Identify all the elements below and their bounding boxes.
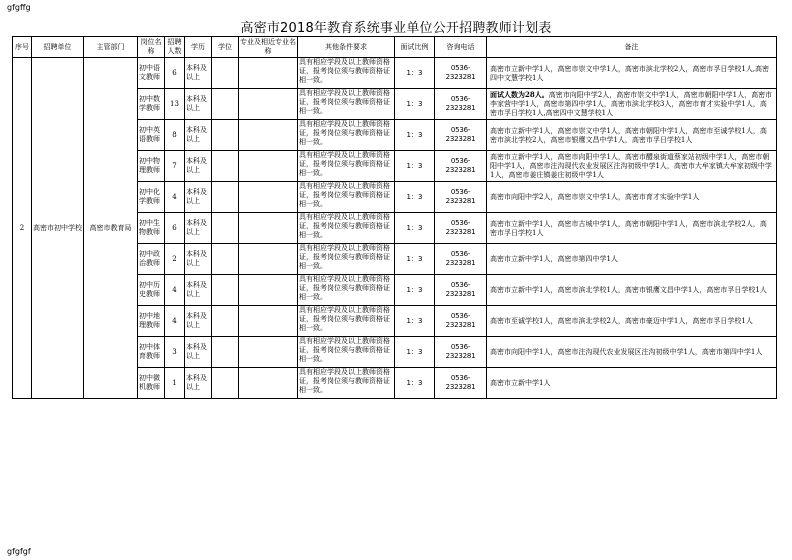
ratio-cell: 1：3 xyxy=(395,368,435,399)
header-unit: 招聘单位 xyxy=(32,37,84,58)
degree-cell xyxy=(212,337,239,368)
major-cell xyxy=(239,337,298,368)
header-position: 岗位名称 xyxy=(138,37,165,58)
position-cell: 初中政治教师 xyxy=(138,244,165,275)
remark-highlight: 面试人数为28人。 xyxy=(490,90,549,99)
conditions-text: 具有相应学段及以上教师资格证，报考岗位须与教师资格证相一致。 xyxy=(299,89,390,115)
position-cell: 初中物理教师 xyxy=(138,151,165,182)
position-cell: 初中化学教师 xyxy=(138,182,165,213)
conditions-cell xyxy=(298,182,395,213)
education-cell: 本科及以上 xyxy=(185,182,212,213)
header-seq: 序号 xyxy=(13,37,32,58)
education-cell: 本科及以上 xyxy=(185,151,212,182)
conditions-text: 具有相应学段及以上教师资格证，报考岗位须与教师资格证相一致。 xyxy=(299,151,390,177)
remark-text: 高密市向阳中学2人，高密市崇文中学1人，高密市育才实验中学1人 xyxy=(490,193,700,201)
count-cell: 1 xyxy=(165,368,185,399)
remark-cell xyxy=(487,182,777,213)
count-cell: 4 xyxy=(165,306,185,337)
ratio-cell: 1：3 xyxy=(395,306,435,337)
degree-cell xyxy=(212,368,239,399)
count-cell: 4 xyxy=(165,182,185,213)
education-cell: 本科及以上 xyxy=(185,58,212,89)
ratio-cell: 1：3 xyxy=(395,275,435,306)
remark-text: 高密市立新中学1人，高密市向阳中学1人，高密市醴泉街道蔡家站初级中学1人，高密市朝阳中学1人，高密市注沟现代农业发展区注沟初级中学1人，高密市大牟家镇大牟家初级中学1人，高密市姜庄镇姜庄初级中学1人 xyxy=(490,153,772,179)
conditions-cell xyxy=(298,368,395,399)
header-major: 专业及相近专业名称 xyxy=(239,37,298,58)
ratio-cell: 1：3 xyxy=(395,58,435,89)
unit-cell: 高密市初中学校 xyxy=(32,58,84,399)
conditions-cell xyxy=(298,120,395,151)
education-cell: 本科及以上 xyxy=(185,89,212,120)
major-cell xyxy=(239,182,298,213)
conditions-cell xyxy=(298,89,395,120)
position-cell: 初中地理教师 xyxy=(138,306,165,337)
conditions-text: 具有相应学段及以上教师资格证，报考岗位须与教师资格证相一致。 xyxy=(299,213,390,239)
phone-cell: 0536-2323281 xyxy=(435,182,487,213)
conditions-text: 具有相应学段及以上教师资格证，报考岗位须与教师资格证相一致。 xyxy=(299,120,390,146)
phone-cell: 0536-2323281 xyxy=(435,244,487,275)
count-cell: 2 xyxy=(165,244,185,275)
conditions-text: 具有相应学段及以上教师资格证，报考岗位须与教师资格证相一致。 xyxy=(299,244,390,270)
remark-cell xyxy=(487,275,777,306)
remark-cell xyxy=(487,120,777,151)
major-cell xyxy=(239,120,298,151)
education-cell: 本科及以上 xyxy=(185,337,212,368)
major-cell xyxy=(239,275,298,306)
ratio-cell: 1：3 xyxy=(395,337,435,368)
header-count: 招聘人数 xyxy=(165,37,185,58)
degree-cell xyxy=(212,213,239,244)
header-conditions: 其他条件要求 xyxy=(298,37,395,58)
major-cell xyxy=(239,368,298,399)
conditions-cell xyxy=(298,151,395,182)
remark-cell xyxy=(487,58,777,89)
conditions-text: 具有相应学段及以上教师资格证，报考岗位须与教师资格证相一致。 xyxy=(299,337,390,363)
header-phone: 咨询电话 xyxy=(435,37,487,58)
conditions-text: 具有相应学段及以上教师资格证，报考岗位须与教师资格证相一致。 xyxy=(299,306,390,332)
degree-cell xyxy=(212,306,239,337)
ratio-cell: 1：3 xyxy=(395,120,435,151)
degree-cell xyxy=(212,275,239,306)
phone-cell: 0536-2323281 xyxy=(435,151,487,182)
count-cell: 4 xyxy=(165,275,185,306)
position-cell: 初中体育教师 xyxy=(138,337,165,368)
education-cell: 本科及以上 xyxy=(185,120,212,151)
major-cell xyxy=(239,58,298,89)
header-dept: 主管部门 xyxy=(84,37,138,58)
remark-text: 高密市立新中学1人，高密市崇文中学1人，高密市朝阳中学1人，高密市至诚学校1人，高密市滨北学校2人，高密市银鹰文昌中学1人，高密市孚日学校1人 xyxy=(490,126,767,144)
major-cell xyxy=(239,244,298,275)
page-header-mark: gfgffg xyxy=(7,3,31,12)
count-cell: 6 xyxy=(165,213,185,244)
phone-cell: 0536-2323281 xyxy=(435,89,487,120)
degree-cell xyxy=(212,244,239,275)
major-cell xyxy=(239,89,298,120)
table-row xyxy=(13,58,777,89)
degree-cell xyxy=(212,182,239,213)
ratio-cell: 1：3 xyxy=(395,213,435,244)
conditions-cell xyxy=(298,58,395,89)
education-cell: 本科及以上 xyxy=(185,213,212,244)
table-header-row xyxy=(13,37,777,58)
remark-text: 高密市向阳中学1人，高密市注沟现代农业发展区注沟初级中学1人，高密市第四中学1人 xyxy=(490,348,763,356)
count-cell: 8 xyxy=(165,120,185,151)
ratio-cell: 1：3 xyxy=(395,151,435,182)
remark-text: 高密市立新中学1人，高密市古城中学1人，高密市朝阳中学1人，高密市滨北学校2人，高密市孚日学校1人 xyxy=(490,219,767,237)
remark-text: 高密市立新中学1人，高密市滨北学校1人，高密市银鹰文昌中学1人，高密市孚日学校1人 xyxy=(490,286,767,294)
header-remark: 备注 xyxy=(487,37,777,58)
remark-cell xyxy=(487,89,777,120)
major-cell xyxy=(239,306,298,337)
conditions-cell xyxy=(298,306,395,337)
count-cell: 6 xyxy=(165,58,185,89)
degree-cell xyxy=(212,120,239,151)
phone-cell: 0536-2323281 xyxy=(435,213,487,244)
position-cell: 初中历史教师 xyxy=(138,275,165,306)
document-title: 高密市2018年教育系统事业单位公开招聘教师计划表 xyxy=(240,21,552,36)
conditions-cell xyxy=(298,337,395,368)
count-cell: 7 xyxy=(165,151,185,182)
page-footer-mark: gfgfgf xyxy=(7,547,31,556)
header-education: 学历 xyxy=(185,37,212,58)
count-cell: 3 xyxy=(165,337,185,368)
conditions-text: 具有相应学段及以上教师资格证，报考岗位须与教师资格证相一致。 xyxy=(299,275,390,301)
degree-cell xyxy=(212,58,239,89)
phone-cell: 0536-2323281 xyxy=(435,337,487,368)
header-ratio: 面试比例 xyxy=(395,37,435,58)
remark-cell xyxy=(487,368,777,399)
education-cell: 本科及以上 xyxy=(185,306,212,337)
phone-cell: 0536-2323281 xyxy=(435,275,487,306)
education-cell: 本科及以上 xyxy=(185,368,212,399)
position-cell: 初中英语教师 xyxy=(138,120,165,151)
major-cell xyxy=(239,151,298,182)
remark-text: 高密市立新中学1人，高密市崇文中学1人，高密市滨北学校2人，高密市孚日学校1人,高密四中文慧学校1人 xyxy=(490,64,770,82)
remark-text: 高密市立新中学1人，高密市第四中学1人 xyxy=(490,255,618,263)
conditions-cell xyxy=(298,275,395,306)
ratio-cell: 1：3 xyxy=(395,182,435,213)
position-cell: 初中微机教师 xyxy=(138,368,165,399)
count-cell: 13 xyxy=(165,89,185,120)
remark-text: 高密市立新中学1人 xyxy=(490,379,551,387)
seq-cell: 2 xyxy=(13,58,32,399)
ratio-cell: 1：3 xyxy=(395,244,435,275)
position-cell: 初中生物教师 xyxy=(138,213,165,244)
education-cell: 本科及以上 xyxy=(185,244,212,275)
conditions-text: 具有相应学段及以上教师资格证，报考岗位须与教师资格证相一致。 xyxy=(299,58,390,84)
remark-text: 高密市至诚学校1人，高密市滨北学校2人，高密市豪迈中学1人，高密市孚日学校1人 xyxy=(490,317,753,325)
remark-cell xyxy=(487,244,777,275)
phone-cell: 0536-2323281 xyxy=(435,368,487,399)
conditions-cell xyxy=(298,213,395,244)
position-cell: 初中语文教师 xyxy=(138,58,165,89)
degree-cell xyxy=(212,151,239,182)
education-cell: 本科及以上 xyxy=(185,275,212,306)
remark-cell xyxy=(487,213,777,244)
conditions-text: 具有相应学段及以上教师资格证，报考岗位须与教师资格证相一致。 xyxy=(299,368,390,394)
remark-text: 高密市向阳中学2人，高密市崇文中学1人，高密市朝阳中学1人，高密市李家营中学1人，高密市第四中学1人，高密市滨北学校3人，高密市育才实验中学1人，高密市孚日学校1人,高密四中文慧学校1人 xyxy=(490,91,773,117)
recruitment-plan-table xyxy=(12,36,777,399)
degree-cell xyxy=(212,89,239,120)
phone-cell: 0536-2323281 xyxy=(435,120,487,151)
remark-cell xyxy=(487,337,777,368)
position-cell: 初中数学教师 xyxy=(138,89,165,120)
remark-cell xyxy=(487,151,777,182)
dept-cell: 高密市教育局 xyxy=(84,58,138,399)
conditions-cell xyxy=(298,244,395,275)
header-degree: 学位 xyxy=(212,37,239,58)
ratio-cell: 1：3 xyxy=(395,89,435,120)
remark-cell xyxy=(487,306,777,337)
phone-cell: 0536-2323281 xyxy=(435,306,487,337)
conditions-text: 具有相应学段及以上教师资格证，报考岗位须与教师资格证相一致。 xyxy=(299,182,390,208)
major-cell xyxy=(239,213,298,244)
phone-cell: 0536-2323281 xyxy=(435,58,487,89)
